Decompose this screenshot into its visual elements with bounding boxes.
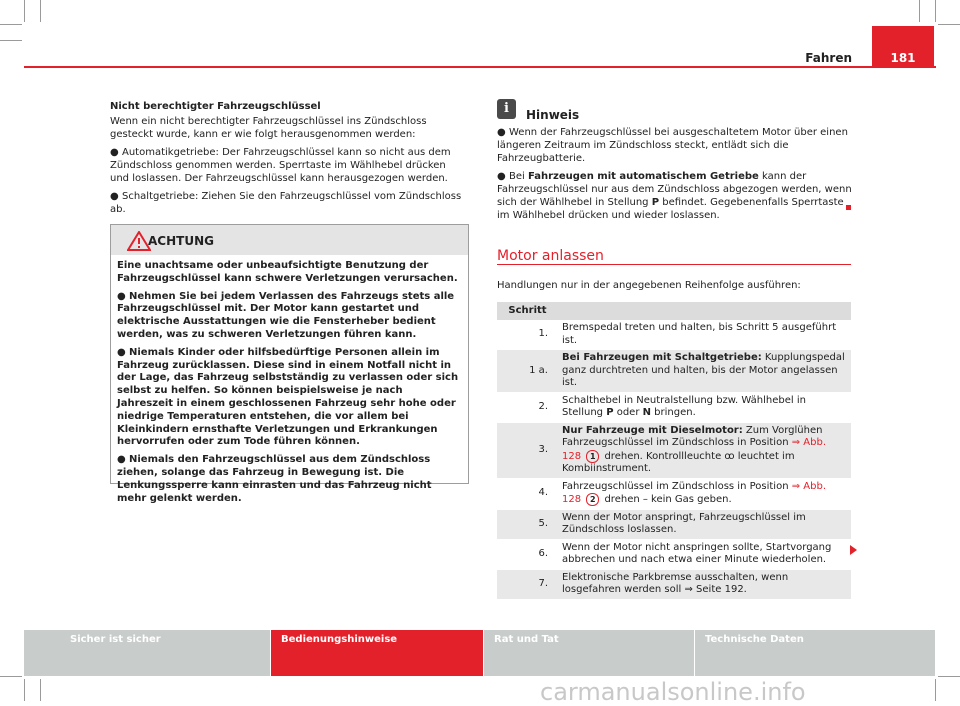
section-intro-text: Handlungen nur in der angegebenen Reihenfolge ausführen:	[497, 280, 801, 291]
crop-mark	[919, 0, 920, 22]
section-rule	[497, 264, 851, 265]
crop-mark	[0, 24, 22, 25]
figure-link[interactable]: ⇒ Abb. 128	[562, 437, 826, 462]
section-title: Motor anlassen	[497, 248, 604, 264]
warning-body	[111, 255, 468, 505]
step-number: 2.	[497, 392, 558, 422]
note-bold: Fahrzeugen mit automatischem Getriebe	[527, 171, 759, 182]
step-number: 4.	[497, 478, 558, 509]
step-number: 3.	[497, 422, 558, 478]
note-body	[497, 126, 853, 227]
step-span: Kupplungspedal ganz durchtreten und halten, bis der Motor angelassen ist.	[562, 352, 845, 388]
table-row	[497, 350, 851, 393]
note-text: befindet. Gegebenenfalls Sperrtaste im Wählhebel drücken und wieder loslassen.	[497, 197, 844, 221]
figure-link[interactable]: ⇒ Abb. 128	[562, 480, 826, 505]
list-item-text: Niemals Kinder oder hilfsbedürftige Personen allein im Fahrzeug zurücklassen. Diese sind in einem Notfall nicht in der Lage, das Fahrzeug selbstständig zu verlassen oder sich selbst zu helfen. So können beispielsweise je nach Jahreszeit in einem geschlossenen Fahrzeug sehr hohe oder niedrige Temperaturen entstehen, die vor allem bei Kleinkindern ernsthafte Verletzungen und Erkrankungen hervorrufen oder zum Tode führen können.	[117, 346, 459, 448]
warning-header	[111, 225, 468, 255]
step-number: 7.	[497, 569, 558, 599]
left-column	[110, 100, 467, 221]
step-span: drehen – kein Gas geben.	[601, 494, 732, 505]
table-header	[558, 302, 851, 320]
note-bold: P	[651, 197, 660, 208]
crop-mark	[0, 676, 22, 677]
crop-mark	[24, 0, 25, 22]
crop-mark	[40, 679, 41, 701]
watermark: carmanualsonline.info	[540, 678, 806, 706]
page-title: Fahren	[805, 51, 852, 65]
step-text	[558, 392, 851, 422]
list-item: ● Nehmen Sie bei jedem Verlassen des Fahrzeugs stets alle Fahrzeugschlüssel mit. Der Motor kann gestartet und elektrische Ausstattungen wie die Fensterheber bedient werden, was zu schweren Verletzungen führen kann.	[117, 290, 455, 340]
footer-tab-operation[interactable]	[271, 630, 483, 676]
footer-tab-label: Bedienungshinweise	[281, 634, 398, 645]
list-item: ● Automatikgetriebe: Der Fahrzeugschlüssel kann so nicht aus dem Zündschloss genommen werden. Sperrtaste im Wählhebel drücken und loslassen. Der Fahrzeugschlüssel kann herausgezogen werden.	[110, 147, 451, 184]
section-intro	[497, 279, 851, 297]
table-row	[497, 422, 851, 478]
step-bold: P	[606, 407, 614, 418]
continue-arrow-icon	[850, 545, 857, 555]
step-span: Fahrzeugschlüssel im Zündschloss in Position	[562, 480, 792, 492]
position-marker: 1	[586, 450, 599, 463]
step-span: oder	[613, 407, 643, 418]
step-span: drehen. Kontrollleuchte	[601, 450, 725, 462]
footer-tab-label: Technische Daten	[705, 634, 804, 645]
list-item: ● Wenn der Fahrzeugschlüssel bei ausgeschaltetem Motor über einen längeren Zeitraum im Zündschloss steckt, entlädt sich die Fahrzeugbatterie.	[497, 127, 848, 164]
step-text	[558, 422, 851, 478]
end-mark	[846, 205, 851, 210]
table-row	[497, 320, 851, 350]
step-span: leuchtet im Kombiinstrument.	[562, 450, 795, 474]
step-number: 1 a.	[497, 350, 558, 393]
list-item: ● Niemals den Fahrzeugschlüssel aus dem Zündschloss ziehen, solange das Fahrzeug in Bewegung ist. Die Lenkungssperre kann einrasten und das Fahrzeug nicht mehr gelenkt werden.	[117, 454, 432, 504]
crop-mark	[935, 679, 936, 701]
crop-mark	[935, 0, 936, 22]
warning-lead: Eine unachtsame oder unbeaufsichtigte Benutzung der Fahrzeugschlüssel kann schwere Verletzungen verursachen.	[117, 260, 458, 284]
step-text: Elektronische Parkbremse ausschalten, wenn losgefahren werden soll ⇒ Seite 192.	[558, 569, 851, 599]
note-text: kann der Fahrzeugschlüssel nur aus dem Zündschloss abgezogen werden, wenn sich der Wählhebel in Stellung	[497, 171, 852, 208]
subheading: Nicht berechtigter Fahrzeugschlüssel	[110, 101, 321, 112]
list-item-text: Automatikgetriebe: Der Fahrzeugschlüssel kann so nicht aus dem Zündschloss genommen werden. Sperrtaste im Wählhebel drücken und loslassen. Der Fahrzeugschlüssel kann herausgezogen werden.	[110, 147, 451, 184]
step-number: 5.	[497, 509, 558, 539]
position-marker: 2	[586, 493, 599, 506]
intro-paragraph: Wenn ein nicht berechtigter Fahrzeugschlüssel ins Zündschloss gesteckt wurde, kann er wie folgt herausgenommen werden:	[110, 116, 427, 140]
step-text	[558, 478, 851, 509]
table-row	[497, 569, 851, 599]
note-text: Bei	[509, 171, 528, 182]
list-item-text: Wenn der Fahrzeugschlüssel bei ausgeschaltetem Motor über einen längeren Zeitraum im Zündschloss steckt, entlädt sich die Fahrzeugbatterie.	[497, 127, 848, 164]
steps-table	[497, 302, 851, 600]
footer-tab-label: Sicher ist sicher	[70, 634, 161, 645]
footer-tab-advice[interactable]	[484, 630, 694, 676]
warning-box	[110, 224, 469, 504]
table-header-row	[497, 302, 851, 320]
list-item: ● Bei Fahrzeugen mit automatischem Getriebe kann der Fahrzeugschlüssel nur aus dem Zündschloss abgezogen werden, wenn sich der Wählhebel in Stellung P befindet. Gegebenenfalls Sperrtaste im Wählhebel drücken und wieder loslassen.	[497, 171, 852, 221]
note-title: Hinweis	[526, 108, 580, 122]
list-item-text: Schaltgetriebe: Ziehen Sie den Fahrzeugschlüssel vom Zündschloss ab.	[110, 191, 462, 215]
step-bold: Nur Fahrzeuge mit Dieselmotor:	[562, 424, 743, 436]
list-item-text: Nehmen Sie bei jedem Verlassen des Fahrzeugs stets alle Fahrzeugschlüssel mit. Der Motor kann gestartet und elektrische Ausstattungen wie die Fensterheber bedient werden, was zu schweren Verletzungen führen kann.	[117, 290, 455, 340]
glow-plug-icon: ꝏ	[724, 450, 735, 462]
step-span: bringen.	[651, 407, 696, 418]
footer-tab-safety[interactable]	[24, 630, 270, 676]
step-text: Bremspedal treten und halten, bis Schritt 5 ausgeführt ist.	[558, 320, 851, 350]
step-span: Zum Vorglühen Fahrzeugschlüssel im Zündschloss in Position	[562, 424, 823, 448]
warning-title: ACHTUNG	[148, 234, 214, 248]
footer-tab-technical[interactable]	[695, 630, 935, 676]
crop-mark	[40, 0, 41, 22]
step-span: Schalthebel in Neutralstellung bzw. Wählhebel in Stellung	[562, 394, 806, 418]
crop-mark	[24, 679, 25, 701]
table-row	[497, 478, 851, 509]
step-text: Wenn der Motor anspringt, Fahrzeugschlüssel im Zündschloss loslassen.	[558, 509, 851, 539]
step-text	[558, 350, 851, 393]
table-header: Schritt	[497, 302, 558, 320]
list-item: ● Schaltgetriebe: Ziehen Sie den Fahrzeugschlüssel vom Zündschloss ab.	[110, 191, 462, 215]
list-item-text: Niemals den Fahrzeugschlüssel aus dem Zündschloss ziehen, solange das Fahrzeug in Bewegung ist. Die Lenkungssperre kann einrasten und das Fahrzeug nicht mehr gelenkt werden.	[117, 454, 432, 504]
crop-mark	[938, 24, 960, 25]
step-bold: N	[642, 407, 651, 418]
info-icon: i	[497, 99, 516, 119]
page-number: 181	[890, 51, 916, 65]
crop-mark	[938, 676, 960, 677]
table-row	[497, 509, 851, 539]
header-rule	[24, 66, 936, 68]
table-row	[497, 539, 851, 569]
table-row	[497, 392, 851, 422]
step-number: 6.	[497, 539, 558, 569]
step-text: Wenn der Motor nicht anspringen sollte, Startvorgang abbrechen und nach etwa einer Minute wiederholen.	[558, 539, 851, 569]
step-bold: Bei Fahrzeugen mit Schaltgetriebe:	[562, 352, 762, 363]
footer-tab-label: Rat und Tat	[494, 634, 559, 645]
list-item: ● Niemals Kinder oder hilfsbedürftige Personen allein im Fahrzeug zurücklassen. Diese sind in einem Notfall nicht in der Lage, das Fahrzeug selbstständig zu verlassen oder sich selbst zu helfen. So können beispielsweise je nach Jahreszeit in einem geschlossenen Fahrzeug sehr hohe oder niedrige Temperaturen entstehen, die vor allem bei Kleinkindern ernsthafte Verletzungen und Erkrankungen hervorrufen oder zum Tode führen können.	[117, 346, 459, 448]
crop-mark	[0, 40, 22, 41]
step-number: 1.	[497, 320, 558, 350]
